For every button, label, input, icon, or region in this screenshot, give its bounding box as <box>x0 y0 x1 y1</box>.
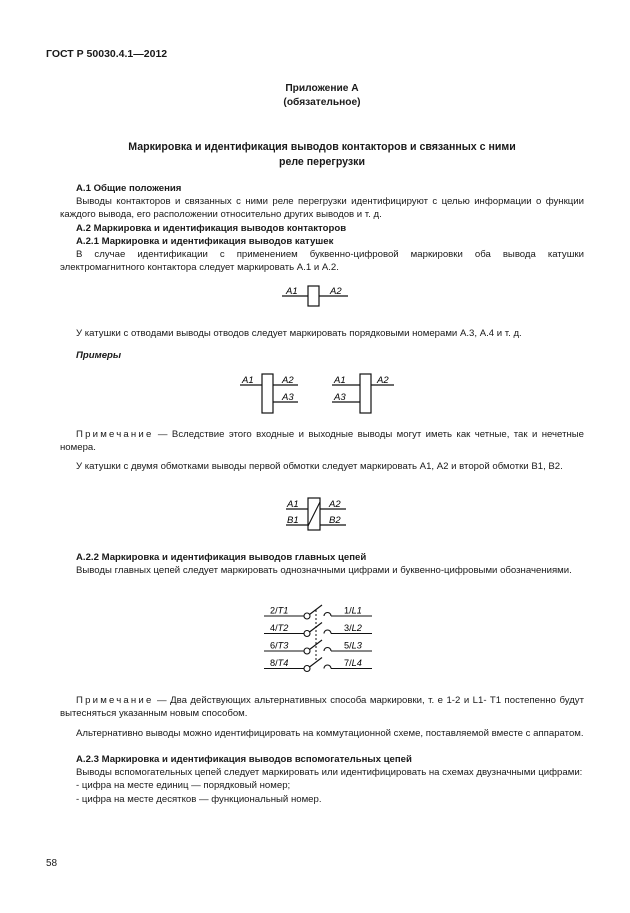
winding-a1-label: A1 <box>287 499 299 510</box>
contact-right-letter: L4 <box>351 658 362 668</box>
tapped-right-a3-label: A3 <box>334 392 346 403</box>
contact-left-letter: T2 <box>277 623 289 633</box>
section-a21-text: В случае идентификации с применением буквенно-цифровой маркировки оба вывода катушки электромагнитного контактора следует маркировать А.1 и А.2. <box>60 249 584 274</box>
coil-a1-label: A1 <box>286 286 298 297</box>
contact-blade <box>310 605 323 615</box>
section-a22 <box>60 551 584 577</box>
contact-left-letter: T4 <box>277 658 289 668</box>
contact-left-number: 2/ <box>270 605 278 616</box>
contact-right-number: 3/ <box>344 623 352 633</box>
alt-block <box>60 727 584 740</box>
note1-paragraph <box>60 428 584 454</box>
section-a23 <box>60 753 584 806</box>
section-a21-heading: А.2.1 Маркировка и идентификация выводов катушек <box>76 235 334 247</box>
contact-row <box>264 658 372 672</box>
contact-right-letter: L3 <box>351 640 362 651</box>
examples-label: Примеры <box>76 350 122 361</box>
contact-blade <box>310 640 323 650</box>
taps-paragraph <box>60 327 584 340</box>
section-a23-heading: А.2.3 Маркировка и идентификация выводов вспомогательных цепей <box>76 754 412 765</box>
page-number: 58 <box>46 858 58 869</box>
contact-left-label <box>270 658 288 668</box>
annex-status: (обязательное) <box>283 96 361 108</box>
note1-text: — Вследствие этого входные и выходные выводы могут иметь как четные, так и нечетные номера. <box>60 429 584 454</box>
alt-text: Альтернативно выводы можно идентифицировать на коммутационной схеме, поставляемой вместе с аппаратом. <box>76 728 584 739</box>
examples-block <box>60 349 584 362</box>
contact-fixed-arc <box>324 648 331 652</box>
coil-diagram-tapped <box>236 370 396 416</box>
note2-text: — Два действующих альтернативных способа маркировки, т. е 1-2 и L1- T1 постепенно будут вытесняться указанным новым способом. <box>60 695 584 720</box>
tapped-left-a3-label: A3 <box>282 392 294 403</box>
taps-text: У катушки с отводами выводы отводов следует маркировать порядковыми номерами А.3, А.4 и т. д. <box>76 328 522 339</box>
contact-right-label <box>344 641 363 651</box>
tapped-coil-right <box>332 374 394 413</box>
contact-row <box>264 640 372 654</box>
tapped-left-a2-label: A2 <box>282 375 294 386</box>
section-a23-text: Выводы вспомогательных цепей следует маркировать или идентифицировать на схемах двузначными цифрами: <box>76 767 583 779</box>
coil-diagram-simple <box>278 282 358 310</box>
section-a2-heading: А.2 Маркировка и идентификация выводов контакторов <box>76 222 347 234</box>
contact-right-letter: L1 <box>351 605 362 616</box>
contact-left-letter: T1 <box>277 605 289 616</box>
contact-fixed-arc <box>324 630 331 634</box>
main-title-line2: реле перегрузки <box>278 156 366 169</box>
contact-right-label <box>344 623 362 633</box>
note1-block <box>60 428 584 454</box>
tapped-left-a1-label: A1 <box>242 375 254 386</box>
tapped-right-a2-label: A2 <box>377 375 389 386</box>
contact-right-number: 7/ <box>344 658 352 668</box>
contact-fixed-arc <box>324 613 331 617</box>
section-a23-item-tens: - цифра на месте десятков — функциональный номер. <box>76 793 322 805</box>
contact-pivot <box>304 648 310 654</box>
note1-label: Примечание <box>76 429 154 440</box>
annex-title: Приложение А <box>285 83 359 94</box>
main-contacts-diagram <box>262 604 374 678</box>
two-windings-text: У катушки с двумя обмотками выводы первой обмотки следует маркировать А1, А2 и второй обмотки В1, В2. <box>76 461 563 472</box>
contact-left-number: 4/ <box>270 623 278 633</box>
winding-a2-label: A2 <box>329 499 341 510</box>
coil-diagram-two-windings <box>284 496 356 532</box>
note2-label: Примечание <box>76 695 154 706</box>
section-a22-heading: А.2.2 Маркировка и идентификация выводов главных цепей <box>76 552 367 563</box>
contact-left-label <box>270 641 289 651</box>
contact-fixed-arc <box>324 665 331 669</box>
contact-pivot <box>304 631 310 637</box>
contact-right-number: 5/ <box>344 640 352 651</box>
contact-right-number: 1/ <box>344 605 352 616</box>
contact-left-number: 6/ <box>270 640 278 651</box>
standard-header: ГОСТ Р 50030.4.1—2012 <box>46 48 168 60</box>
contact-left-label <box>270 623 288 633</box>
contact-left-number: 8/ <box>270 658 278 668</box>
contact-left-label <box>270 606 288 616</box>
contact-right-letter: L2 <box>351 623 362 633</box>
contact-right-label <box>344 658 362 668</box>
two-windings-block <box>60 460 584 473</box>
section-a22-text: Выводы главных цепей следует маркировать однозначными цифрами и буквенно-цифровыми обозначениями. <box>76 565 572 577</box>
section-a1-a21 <box>60 182 584 275</box>
contact-row <box>264 605 372 619</box>
section-a1-heading: А.1 Общие положения <box>76 183 182 194</box>
tapped-right-a1-label: A1 <box>334 375 346 386</box>
contact-row <box>264 623 372 637</box>
note2-paragraph <box>60 694 584 720</box>
contact-right-label <box>344 606 362 616</box>
note2-block <box>60 694 584 720</box>
main-title-line1: Маркировка и идентификация выводов контакторов и связанных с ними <box>128 141 516 153</box>
tapped-coil-left <box>240 374 298 413</box>
winding-b2-label: B2 <box>329 515 341 526</box>
section-a23-item-units: - цифра на месте единиц — порядковый номер; <box>76 780 291 792</box>
annex-heading <box>60 82 584 110</box>
main-title <box>60 140 584 171</box>
section-a1-text: Выводы контакторов и связанных с ними реле перегрузки идентифицируют с целью информации о функции каждого вывода, его расположении относительно других выводов и т. д. <box>60 196 584 221</box>
coil-a2-label: A2 <box>330 286 342 297</box>
contact-pivot <box>304 666 310 672</box>
contact-pivot <box>304 613 310 619</box>
contact-left-letter: T3 <box>277 640 289 651</box>
winding-b1-label: B1 <box>287 515 299 526</box>
